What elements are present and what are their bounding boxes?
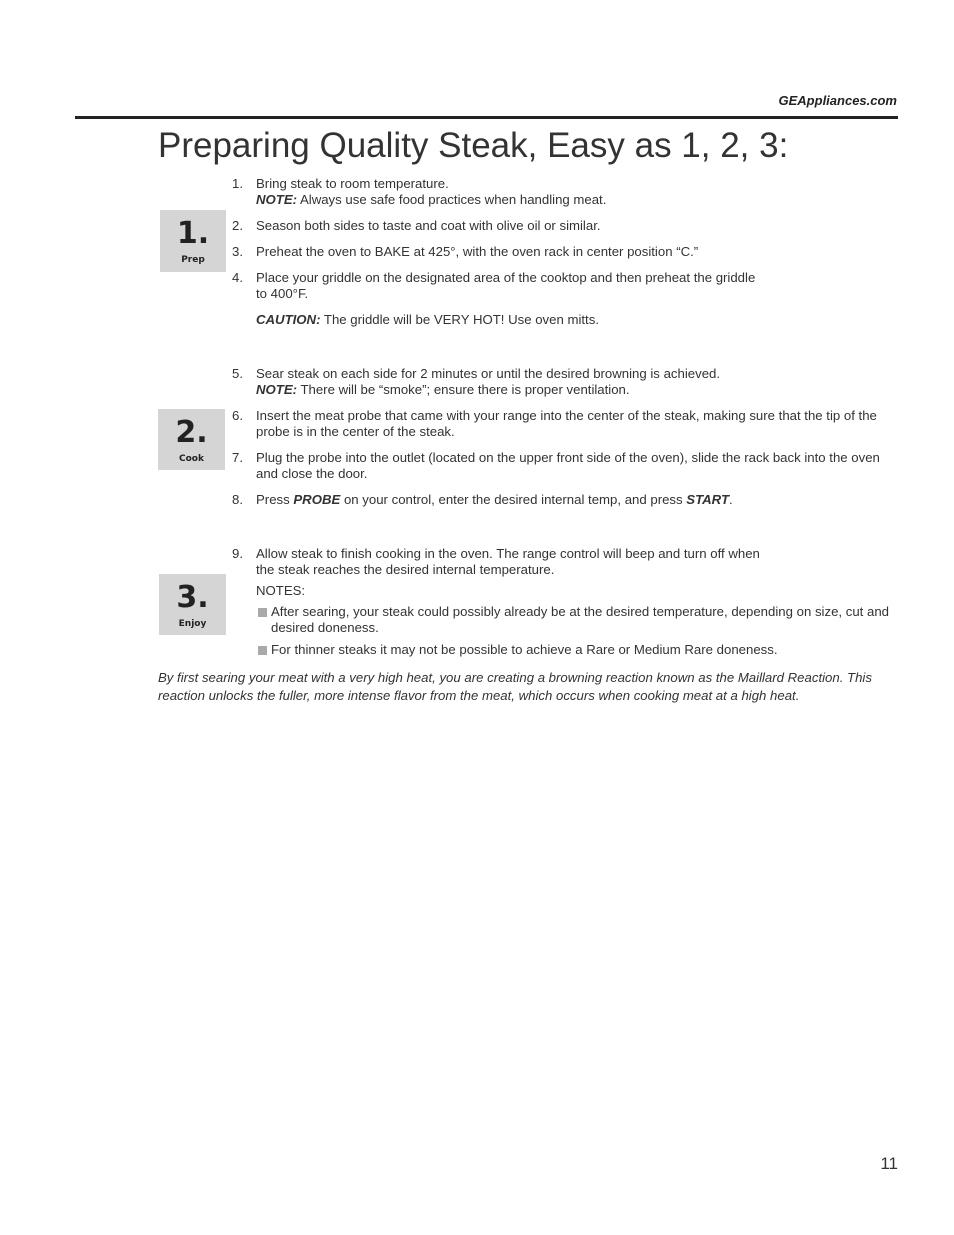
step-text: Bring steak to room temperature.	[256, 176, 449, 191]
step-4	[232, 270, 892, 302]
step-text	[256, 492, 892, 508]
caution-label: CAUTION:	[256, 312, 321, 327]
site-url: GEAppliances.com	[778, 93, 897, 108]
bullet-square-icon	[258, 646, 267, 655]
step-number: 8.	[232, 492, 243, 507]
note-bullet-text: For thinner steaks it may not be possible to achieve a Rare or Medium Rare doneness.	[271, 642, 778, 657]
step-number: 3.	[232, 244, 243, 259]
start-key: START	[686, 492, 730, 507]
step-text-line-1: Place your griddle on the designated area of the cooktop and then preheat the griddle	[256, 270, 756, 285]
step-3	[232, 244, 892, 260]
phase-badge-cook	[158, 409, 225, 470]
step-text: Season both sides to taste and coat with olive oil or similar.	[256, 218, 601, 233]
step-text: Insert the meat probe that came with your range into the center of the steak, making sure that the tip of the probe is in the center of the steak.	[256, 408, 877, 439]
phase-badge-prep	[160, 210, 226, 272]
step-number: 5.	[232, 366, 243, 381]
step-note	[256, 192, 892, 208]
phase-number: 2.	[175, 415, 208, 450]
caution-text: The griddle will be VERY HOT! Use oven mitts.	[320, 312, 599, 327]
note-text: There will be “smoke”; ensure there is proper ventilation.	[297, 382, 630, 397]
step-text: Preheat the oven to BAKE at 425°, with the oven rack in center position “C.”	[256, 244, 699, 259]
step-5	[232, 366, 892, 398]
phase-number: 1.	[176, 216, 210, 251]
step-number: 2.	[232, 218, 243, 233]
step-text-line-2: to 400°F.	[256, 286, 309, 301]
step-number: 1.	[232, 176, 243, 191]
step-text-mid: on your control, enter the desired internal temp, and press	[340, 492, 687, 507]
note-text: Always use safe food practices when handling meat.	[297, 192, 607, 207]
step-text: Plug the probe into the outlet (located on the upper front side of the oven), slide the rack back into the oven and close the door.	[256, 450, 880, 481]
step-2	[232, 218, 892, 234]
step-text: Sear steak on each side for 2 minutes or until the desired browning is achieved.	[256, 366, 721, 381]
step-1	[232, 176, 892, 208]
closing-paragraph: By first searing your meat with a very high heat, you are creating a browning reaction known as the Maillard Reaction. This reaction unlocks the fuller, more intense flavor from the meat, which occurs when cooking meat at a high heat.	[158, 670, 872, 703]
step-9	[232, 546, 892, 578]
step-number: 4.	[232, 270, 243, 285]
step-7	[232, 450, 892, 482]
step-note	[256, 382, 892, 398]
note-bullet-1	[256, 604, 896, 636]
phase-badge-enjoy	[159, 574, 226, 635]
step-text-post: .	[729, 492, 733, 507]
bullet-square-icon	[258, 608, 267, 617]
step-8	[232, 492, 892, 508]
step-text-line-2: the steak reaches the desired internal temperature.	[256, 562, 555, 577]
phase-label: Enjoy	[178, 619, 207, 629]
phase-label: Prep	[181, 255, 205, 265]
step-number: 7.	[232, 450, 243, 465]
caution-note	[256, 312, 599, 328]
step-number: 9.	[232, 546, 243, 561]
step-text-pre: Press	[256, 492, 294, 507]
probe-key: PROBE	[293, 492, 341, 507]
step-number: 6.	[232, 408, 243, 423]
note-label: NOTE:	[256, 382, 298, 397]
page-number: 11	[880, 1154, 898, 1173]
notes-label: NOTES:	[256, 583, 306, 598]
phase-number: 3.	[176, 580, 209, 615]
header-rule	[75, 116, 898, 119]
note-bullet-2	[256, 642, 896, 658]
note-bullet-text: After searing, your steak could possibly already be at the desired temperature, depending on size, cut and desired doneness.	[271, 604, 889, 635]
note-label: NOTE:	[256, 192, 298, 207]
step-6	[232, 408, 892, 440]
step-text-line-1: Allow steak to finish cooking in the oven. The range control will beep and turn off when	[256, 546, 760, 561]
page-title: Preparing Quality Steak, Easy as 1, 2, 3:	[158, 126, 789, 165]
phase-label: Cook	[179, 454, 204, 464]
